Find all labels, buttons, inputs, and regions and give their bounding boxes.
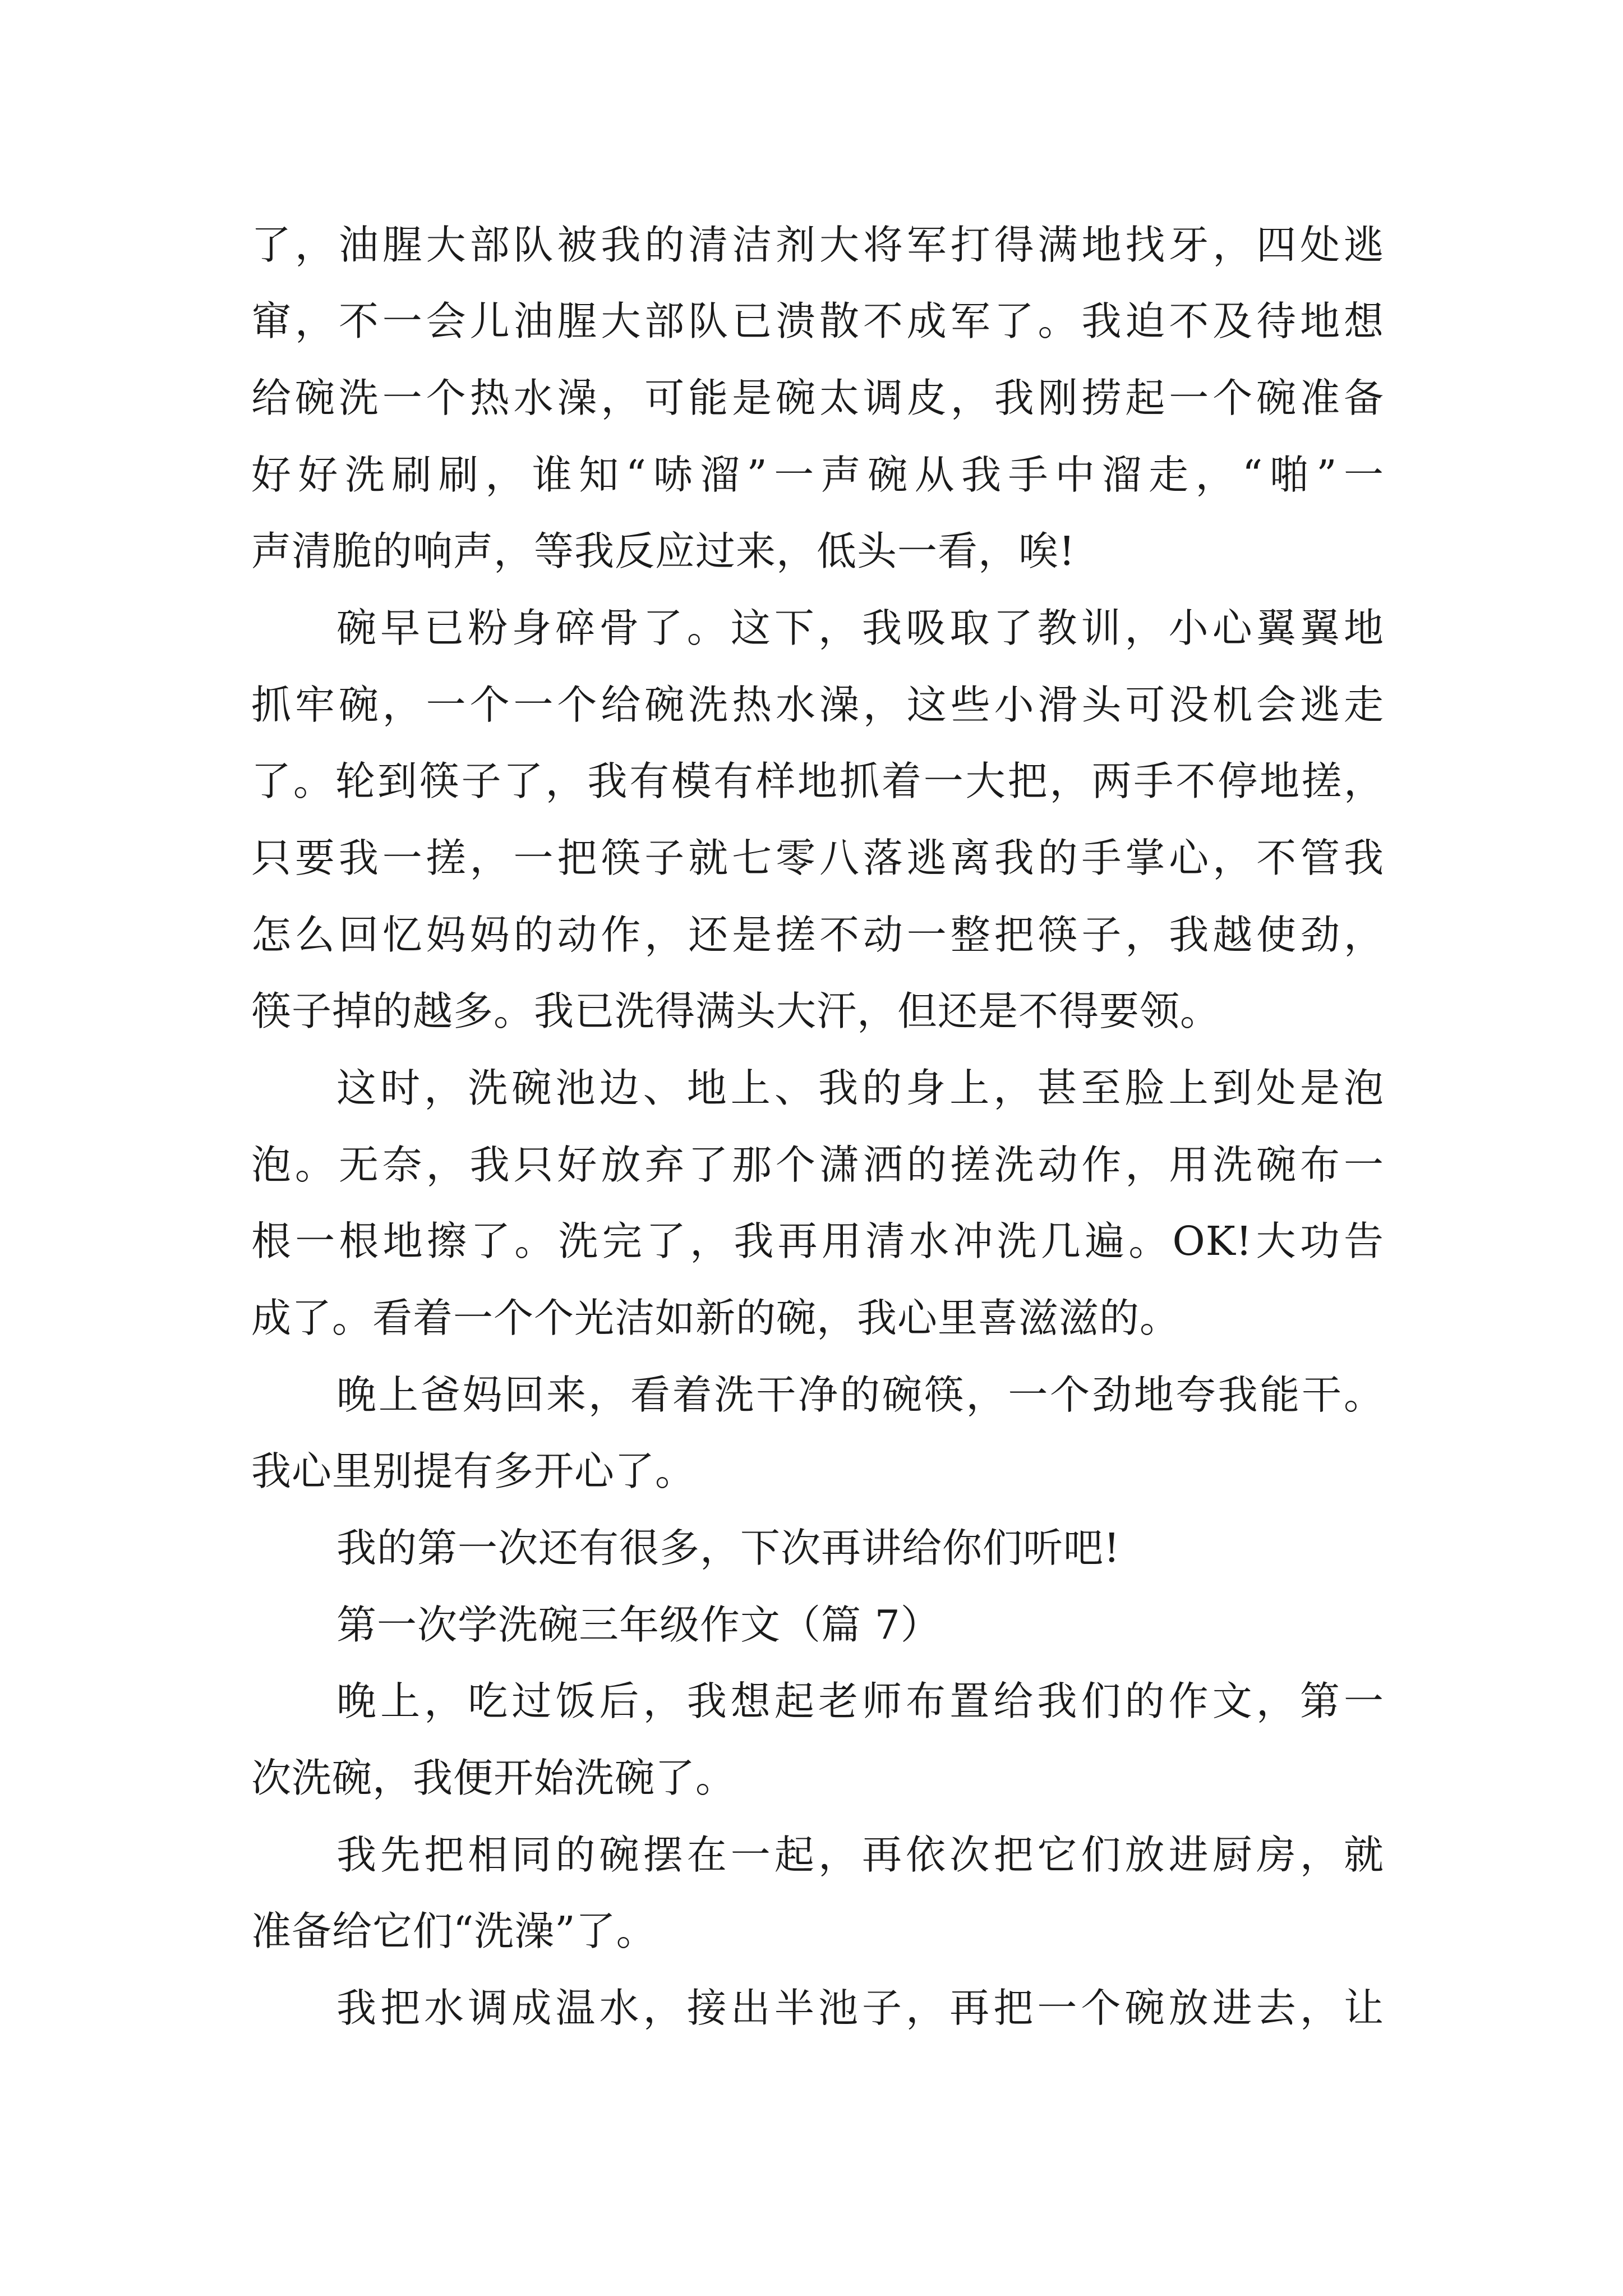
text-line: 成了。看着一个个光洁如新的碗，我心里喜滋滋的。 [251, 1295, 1181, 1341]
section-title: 第一次学洗碗三年级作文（篇 7） [336, 1602, 941, 1648]
text-line: 了。轮到筷子了，我有模有样地抓着一大把，两手不停地搓， [251, 758, 1384, 804]
paragraph-start-line: 晚上，吃过饭后，我想起老师布置给我们的作文，第一 [336, 1678, 1384, 1724]
text-line: 窜，不一会儿油腥大部队已溃散不成军了。我迫不及待地想 [251, 298, 1384, 344]
text-line: 我心里别提有多开心了。 [251, 1448, 696, 1494]
paragraph-start-line: 我把水调成温水，接出半池子，再把一个碗放进去，让 [336, 1985, 1384, 2031]
text-line: 了，油腥大部队被我的清洁剂大将军打得满地找牙，四处逃 [251, 222, 1384, 268]
text-line: 好好洗刷刷，谁知“哧溜”一声碗从我手中溜走，“啪”一 [251, 452, 1384, 498]
text-line: 筷子掉的越多。我已洗得满头大汗，但还是不得要领。 [251, 988, 1221, 1034]
text-line: 根一根地擦了。洗完了，我再用清水冲洗几遍。OK!大功告 [251, 1218, 1384, 1264]
text-line: 次洗碗，我便开始洗碗了。 [251, 1755, 736, 1801]
text-line: 泡。无奈，我只好放弃了那个潇洒的搓洗动作，用洗碗布一 [251, 1142, 1384, 1188]
paragraph-start-line: 这时，洗碗池边、地上、我的身上，甚至脸上到处是泡 [336, 1065, 1384, 1111]
text-line: 怎么回忆妈妈的动作，还是搓不动一整把筷子，我越使劲， [251, 912, 1384, 958]
text-line: 抓牢碗，一个一个给碗洗热水澡，这些小滑头可没机会逃走 [251, 682, 1384, 728]
paragraph-start-line: 我先把相同的碗摆在一起，再依次把它们放进厨房，就 [336, 1832, 1384, 1878]
text-line: 准备给它们“洗澡”了。 [251, 1908, 657, 1954]
text-line: 给碗洗一个热水澡，可能是碗太调皮，我刚捞起一个碗准备 [251, 375, 1384, 421]
paragraph-start-line: 晚上爸妈回来，看着洗干净的碗筷，一个劲地夸我能干。 [336, 1372, 1384, 1418]
text-line: 只要我一搓，一把筷子就七零八落逃离我的手掌心，不管我 [251, 835, 1384, 881]
paragraph-line: 我的第一次还有很多，下次再讲给你们听吧! [336, 1525, 1121, 1571]
text-line: 声清脆的响声，等我反应过来，低头一看，唉! [251, 528, 1076, 574]
paragraph-start-line: 碗早已粉身碎骨了。这下，我吸取了教训，小心翼翼地 [336, 605, 1384, 651]
